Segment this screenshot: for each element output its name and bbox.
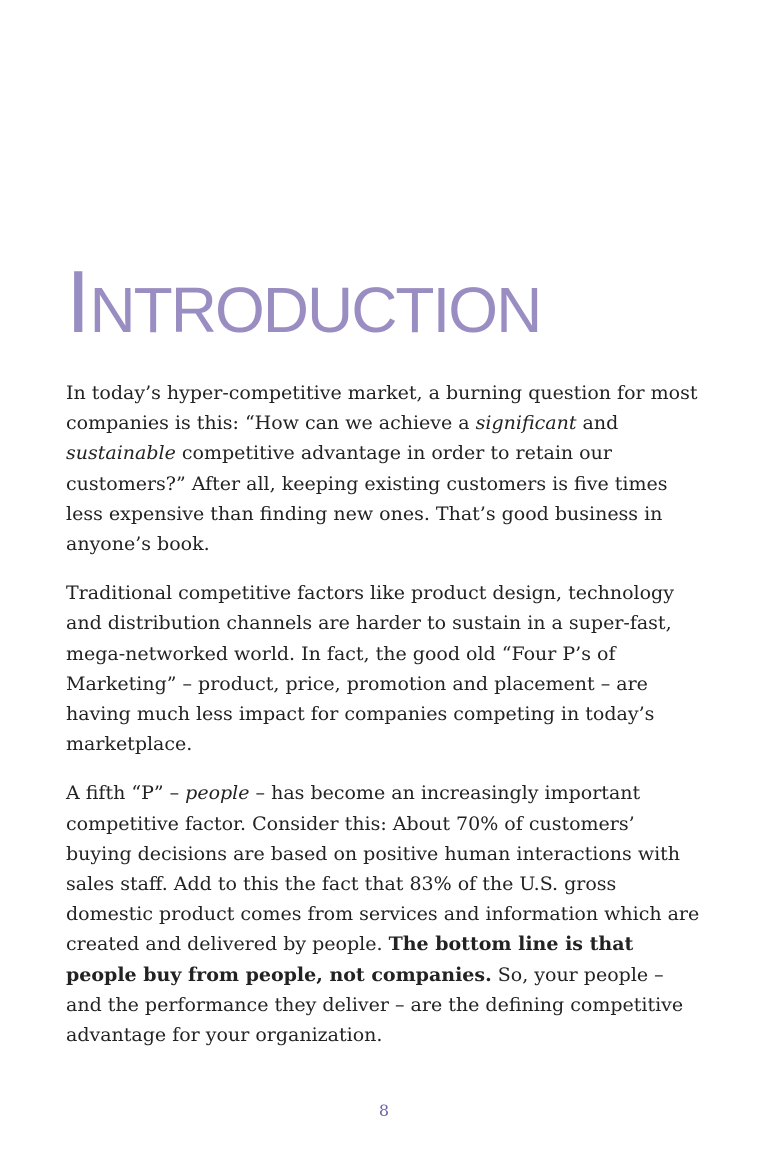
chapter-title [66,252,541,351]
text-segment: competitive advantage in order to retain our customers?” After all, keeping existing customers is five times less expensive than finding new ones. That’s good business in anyone’s book. [66,442,668,556]
emphasis-significant: significant [475,412,577,435]
text-segment: In today’s hyper-competitive market, a burning question for most companies is this: “How can we achieve a [66,382,698,435]
text-segment: A fifth “P” – [66,782,186,805]
paragraph-1 [66,378,702,559]
text-segment: So, your people – and the performance they deliver – are the defining competitive advantage for your organization. [66,963,684,1047]
text-segment: – has become an increasingly important competitive factor. Consider this: About 70% of customers’ buying decisions are based on positive human interactions with sales staff. Add to this the fact that 83% of the U.S. gross domestic product comes from services and information which are created and delivered by people. [66,782,700,956]
text-segment: and [576,412,619,435]
chapter-title-rest: NTRODUCTION [89,274,541,346]
emphasis-sustainable: sustainable [66,442,176,465]
paragraph-3 [66,778,702,1050]
body-text [66,378,702,1069]
emphasis-people: people [185,782,250,805]
paragraph-2 [66,578,702,759]
text-segment: Traditional competitive factors like product design, technology and distribution channels are harder to sustain in a super-fast, mega-networked world. In fact, the good old “Four P’s of Marketing” – product, price, promotion and placement – are having much less impact for companies competing in today’s marketplace. [66,582,674,756]
page-number: 8 [378,1101,390,1120]
bold-bottom-line: The bottom line is that people buy from people, not companies. [66,933,634,986]
chapter-title-initial: I [66,252,90,351]
